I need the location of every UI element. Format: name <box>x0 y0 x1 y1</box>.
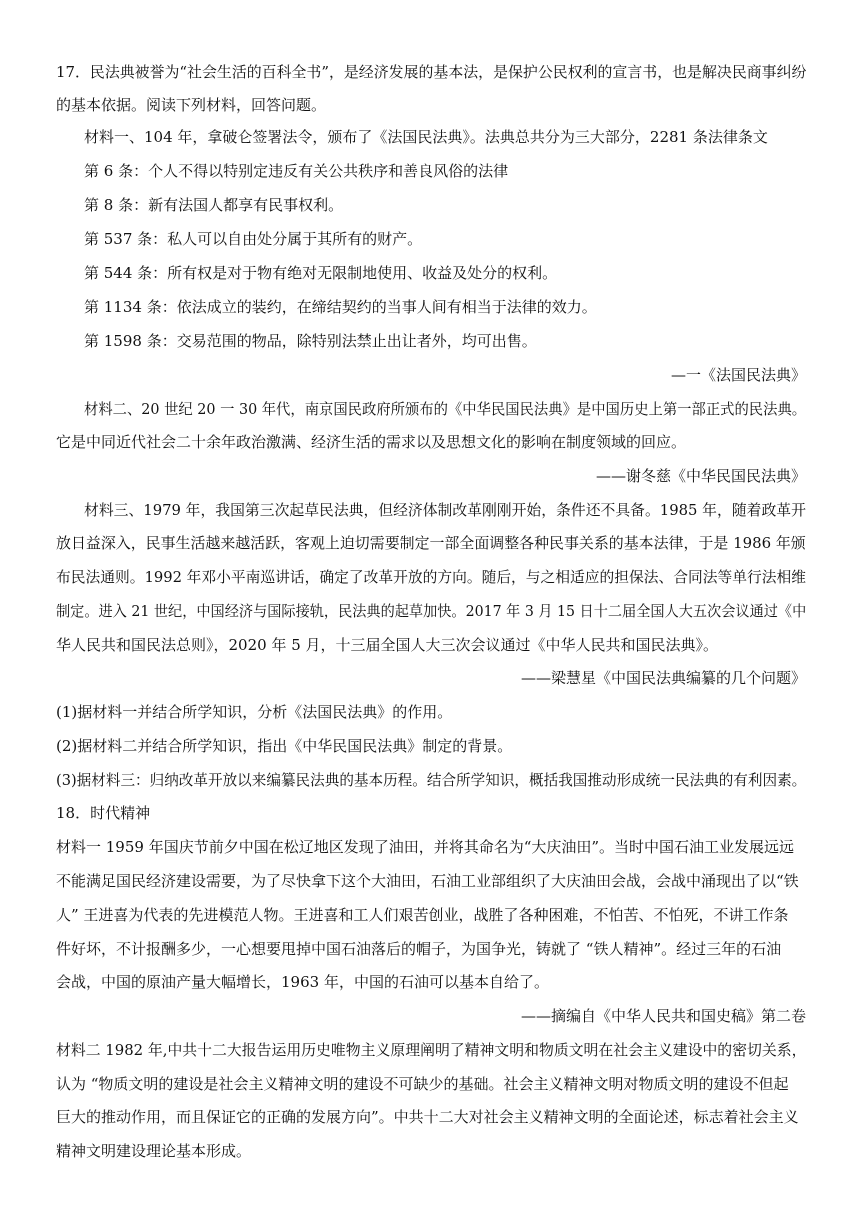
q17-stem-line2: 的基本依据。阅读下列材料，回答问题。 <box>56 96 327 114</box>
q17-article-6: 第 6 条：个人不得以特别定违反有关公共秩序和善良风俗的法律 <box>84 162 509 180</box>
q18-material1-line3: 人” 王进喜为代表的先进模范人物。王进喜和工人们艰苦创业，战胜了各种困难，不怕苦、不怕死，不讲工作条 <box>56 906 789 924</box>
q17-material2-line1: 材料二、20 世纪 20 一 30 年代，南京国民政府所颁布的《中华民国民法典》是中国历史上第一部正式的民法典。 <box>84 400 807 418</box>
q17-article-537: 第 537 条：私人可以自由处分属于其所有的财产。 <box>84 230 423 248</box>
q17-subquestion-3: (3)据材料三：归纳改革开放以来编纂民法典的基本历程。结合所学知识，概括我国推动形成统一民法典的有利因素。 <box>56 771 807 789</box>
q18-material2-line3: 巨大的推动作用，而且保证它的正确的发展方向”。中共十二大对社会主义精神文明的全面论述，标志着社会主义 <box>56 1108 799 1126</box>
q17-material3-line4: 制定。进入 21 世纪，中国经济与国际接轨，民法典的起草加快。2017 年 3 月 15 日十二届全国人大五次会议通过《中 <box>56 602 807 620</box>
q17-subquestion-1: (1)据材料一并结合所学知识，分析《法国民法典》的作用。 <box>56 703 453 721</box>
q17-article-8: 第 8 条：新有法国人都享有民事权利。 <box>84 196 344 214</box>
q18-material1-source: ——摘编自《中华人民共和国史稿》第二卷 <box>520 1007 806 1025</box>
q17-material2-source: ——谢冬慈《中华民国民法典》 <box>595 467 806 485</box>
q17-article-1134: 第 1134 条：依法成立的装约，在缔结契约的当事人间有相当于法律的效力。 <box>84 298 597 316</box>
q17-material3-line1: 材料三、1979 年，我国第三次起草民法典，但经济体制改革刚刚开始，条件还不具备。1985 年，随着政革开 <box>84 501 806 519</box>
q17-material2-line2: 它是中同近代社会二十余年政治激满、经济生活的需求以及思想文化的影响在制度领域的回应。 <box>56 433 687 451</box>
q17-article-1598: 第 1598 条：交易范围的物品，除特别法禁止出让者外，均可出售。 <box>84 332 537 350</box>
q17-subquestion-2: (2)据材料二并结合所学知识，指出《中华民国民法典》制定的背景。 <box>56 737 513 755</box>
q17-material3-source: ——梁慧星《中国民法典编纂的几个问题》 <box>520 669 806 687</box>
q18-material1-line5: 会战，中国的原油产量大幅增长，1963 年，中国的石油可以基本自给了。 <box>56 973 549 991</box>
q18-material2-line4: 精神文明建设理论基本形成。 <box>56 1142 252 1160</box>
q17-article-544: 第 544 条：所有权是对于物有绝对无限制地使用、收益及处分的权利。 <box>84 264 558 282</box>
q17-material1-intro: 材料一、104 年，拿破仑签署法令，颁布了《法国民法典》。法典总共分为三大部分，2281 条法律条文 <box>84 128 768 146</box>
q18-material1-line4: 件好坏，不计报酬多少，一心想要甩掉中国石油落后的帽子，为国争光，铸就了 “铁人精神”。经过三年的石油 <box>56 940 782 958</box>
q17-material3-line5: 华人民共和国民法总则》，2020 年 5 月，十三届全国人大三次会议通过《中华人民共和国民法典》。 <box>56 636 719 654</box>
q17-material1-source: —一《法国民法典》 <box>670 366 806 384</box>
q17-stem-line1: 17．民法典被誉为“社会生活的百科全书”，是经济发展的基本法，是保护公民权利的宣言书，也是解决民商事纠纷 <box>56 63 807 81</box>
q17-material3-line3: 布民法通则。1992 年邓小平南巡讲话，确定了改革开放的方向。随后，与之相适应的担保法、合同法等单行法相维 <box>56 568 806 586</box>
q18-material2-line1: 材料二 1982 年,中共十二大报告运用历史唯物主义原理阐明了精神文明和物质文明在社会主义建设中的密切关系， <box>56 1041 807 1059</box>
q18-material1-line1: 材料一 1959 年国庆节前夕中国在松辽地区发现了油田，并将其命名为“大庆油田”。当时中国石油工业发展远远 <box>56 838 795 856</box>
q18-material1-line2: 不能满足国民经济建设需要，为了尽快拿下这个大油田，石油工业部组织了大庆油田会战，会战中涌现出了以“铁 <box>56 872 799 890</box>
q17-material3-line2: 放日益深入，民事生活越来越活跃，客观上迫切需要制定一部全面调整各种民事关系的基本法律，于是 1986 年颁 <box>56 534 806 552</box>
q18-title: 18．时代精神 <box>56 804 151 822</box>
q18-material2-line2: 认为 “物质文明的建设是社会主义精神文明的建设不可缺少的基础。社会主义精神文明对物质文明的建设不但起 <box>56 1075 789 1093</box>
